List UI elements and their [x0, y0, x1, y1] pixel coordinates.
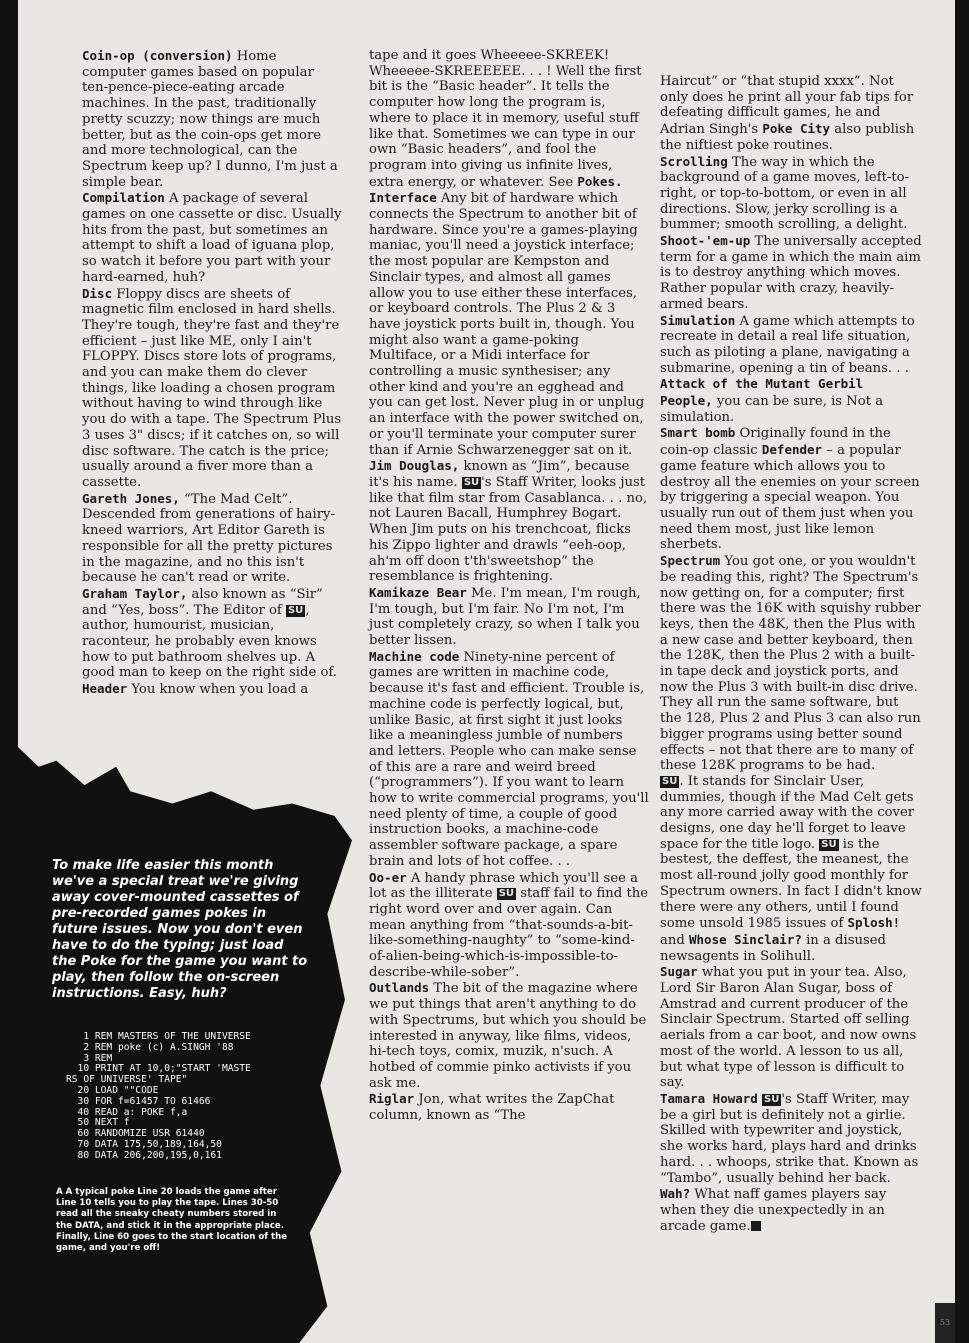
- entry-coin-op: [82, 48, 344, 190]
- entry-text: , author, humourist, musician, raconteur, he probably even knows how to put bathroom shelves up. A good man to keep on the right side of.: [82, 602, 337, 681]
- entry-oo-er: [369, 870, 649, 981]
- entry-text: 's Staff Writer, may be a girl but is definitely not a girlie. Skilled with typewriter and joystick, she works hard, plays hard and drinks hard. . . whoops, strike that. Known as “Tambo”, usually behind her back.: [660, 1092, 919, 1186]
- entry-text: Originally found in the coin-op classic: [660, 426, 891, 459]
- entry-text: . It stands for Sinclair User, dummies, though if the Mad Celt gets any more carried away with the cover designs, one day he'll forget to leave space for the title logo.: [660, 773, 915, 852]
- su-logo: SU: [662, 775, 678, 787]
- entry-compilation: [82, 190, 344, 285]
- entry-text: The bit of the magazine where we put things that aren't anything to do with Spectrums, but which you should be interested in anyway, like films, videos, hi-tech toys, comix, muzik, n'such. A hotbed of commie pinko activists if you ask me.: [369, 981, 647, 1091]
- entry-text: you can be sure, is Not a simulation.: [660, 394, 884, 425]
- entry-term: Scrolling: [660, 153, 728, 169]
- entry-text: staff fail to find the right word over and over again. Can mean anything from “that-sounds-a-bit-like-something-naughty” to “some-kind-of-alien-being-which-is-impossible-to-describe-while-sober”.: [369, 886, 649, 980]
- su-logo: SU: [821, 838, 837, 850]
- entry-term: Header: [82, 681, 128, 697]
- promo-text: To make life easier this month we've a special treat we're giving away cover-mounted cassettes of pre-recorded games pokes in future issues. Now you don't even have to do the typing; just load the Poke for the game you want to play, then follow the on-screen instructions. Easy, huh?: [52, 858, 308, 1001]
- entry-term: Interface: [369, 190, 437, 206]
- bold-ref: Pokes.: [577, 173, 623, 189]
- entry-term: Smart bomb: [660, 425, 736, 441]
- su-logo: SU: [498, 888, 515, 900]
- basic-listing: 1 REM MASTERS OF THE UNIVERSE 2 REM poke (c) A.SINGH '88 3 REM 10 PRINT AT 10,0;"START 'MASTE RS OF UNIVERSE' TAPE" 20 LOAD ""CODE 30 FOR f=61457 TO 61466 40 READ a: POKE f,a 50 NEXT f 60 RANDOMIZE USR 61440 70 DATA 175,50,189,164,50 80 DATA 206,200,195,0,161: [66, 1031, 251, 1161]
- entry-wah: [660, 1186, 922, 1234]
- entry-text: The way in which the background of a game moves, left-to-right, or top-to-bottom, or even in all directions. Slow, jerky scrolling is a bummer; smooth scrolling, a delight.: [660, 154, 910, 233]
- bold-ref: Whose Sinclair?: [689, 931, 802, 947]
- entry-term: Machine code: [369, 648, 460, 664]
- entry-term: Disc: [82, 285, 113, 301]
- entry-text: Ninety-nine percent of games are written in machine code, because it's fast and efficient. Trouble is, machine code is perfectly logical, but, unlike Basic, at first sight it just looks like a meaningless jumble of numbers and letters. People who can make sense of this are a rare and weird breed (“programmers”). If you want to learn how to write commercial programs, you'll need plenty of time, a couple of good instruction books, a machine-code assembler software package, a spare brain and lots of hot coffee. . .: [369, 649, 649, 869]
- entry-term: Compilation: [82, 190, 165, 206]
- entry-term: Oo-er: [369, 869, 407, 885]
- bold-ref: Splosh!: [847, 915, 901, 931]
- entry-machine-code: [369, 649, 649, 870]
- entry-text: A handy phrase which you'll see a lot as the illiterate: [369, 870, 638, 902]
- entry-shoot-em-up: [660, 233, 922, 313]
- entry-term: Wah?: [660, 1186, 691, 1202]
- entry-term: Graham Taylor,: [82, 585, 188, 601]
- entry-text: “The Mad Celt”. Descended from generations of hairy-kneed warriors, Art Editor Gareth is responsible for all the pretty pictures in the magazine, and no this isn't because he can't read or write.: [82, 491, 335, 586]
- entry-smart-bomb: [660, 425, 922, 553]
- entry-su: [660, 774, 922, 964]
- entry-term: Kamikaze Bear: [369, 584, 467, 600]
- entry-text: Me. I'm mean, I'm rough, I'm tough, but I'm fair. No I'm not, I'm just completely crazy, so when I talk you better lissen.: [369, 585, 641, 649]
- entry-simulation: [660, 313, 922, 426]
- entry-text: Any bit of hardware which connects the Spectrum to another bit of hardware. Since you're a games-playing maniac, you'll need a joystick interface; the most popular are Kempston and Sinclair types, and almost all games allow you to use either these interfaces, or keyboard controls. The Plus 2 & 3 have joystick ports built in, though. You might also want a game-poking Multiface, or a Midi interface for controlling a music synthesiser; any other kind and you're an egghead and you can get lost. Never plug in or unplug an interface with the power switched on, or you'll terminate your computer surer than if Arnie Schwarzenegger sat on it.: [369, 191, 645, 458]
- entry-gareth-jones: [82, 491, 344, 586]
- entry-term: Simulation: [660, 312, 736, 328]
- end-square-icon: [751, 1221, 761, 1231]
- entry-graham-taylor: [82, 586, 344, 681]
- entry-text: 's Staff Writer, looks just like that film star from Casablanca. . . no, not Lauren Bacall, Humphrey Bogart. When Jim puts on his trenchcoat, flicks his Zippo lighter and drawls “eeh-oop, ah'm off doon t'th'sweetshop” the resemblance is frightening.: [369, 474, 648, 585]
- su-logo: SU: [463, 476, 480, 488]
- column-3: [660, 74, 922, 1234]
- entry-text: A game which attempts to recreate in detail a real life situation, such as piloting a plane, navigating a submarine, opening a tin of beans. . .: [660, 313, 915, 376]
- entry-text: You got one, or you wouldn't be reading this, right? The Spectrum's now getting on, for a computer; first there was the 16K with squishy rubber keys, then the 48K, then the Plus with a new case and better keyboard, then the 128K, then the Plus 2 with a built-in tape deck and joystick ports, and now the Plus 3 with built-in disc drive. They all run the same software, but the 128, Plus 2 and Plus 3 can also run bigger programs using better sound effects – not that there are to many of these 128K programs to be had.: [660, 554, 921, 774]
- bold-ref: Attack of the Mutant Gerbil People,: [660, 376, 864, 409]
- entry-spectrum: [660, 553, 922, 774]
- entry-text: You know when you load a: [127, 682, 309, 698]
- entry-scrolling: [660, 154, 922, 234]
- entry-jim-douglas: [369, 458, 649, 585]
- entry-interface: [369, 190, 649, 458]
- su-logo: SU: [287, 604, 304, 616]
- page-number: 53: [935, 1303, 955, 1343]
- entry-text: What naff games players say when they die unexpectedly in an arcade game.: [660, 1187, 887, 1234]
- entry-text: tape and it goes Wheeeee-SKREEK! Wheeeee-SKREEEEEE. . . ! Well the first bit is the “Basic header”. It tells the computer how long the program is, where to place it in memory, useful stuff like that. Sometimes we can type in our own “Basic headers”, and fool the program into giving us infinite lives, extra energy, or whatever. See: [369, 48, 642, 190]
- entry-text: what you put in your tea. Also, Lord Sir Baron Alan Sugar, boss of Amstrad and current producer of the Sinclair Spectrum. Started off selling aerials from a car boot, and now owns most of the world. A lesson to us all, but what type of lesson is difficult to say.: [660, 965, 917, 1091]
- entry-term: Shoot-'em-up: [660, 233, 751, 249]
- entry-disc: [82, 286, 344, 491]
- page-right-edge: [955, 0, 969, 1343]
- column-1: [82, 48, 344, 698]
- entry-text: The universally accepted term for a game in which the main aim is to destroy anything which moves. Rather popular with crazy, heavily-armed bears.: [660, 234, 922, 312]
- entry-sugar: [660, 964, 922, 1091]
- entry-text: Jon, what writes the ZapChat column, known as “The: [369, 1092, 615, 1124]
- entry-outlands: [369, 980, 649, 1091]
- entry-header-continued: [369, 48, 649, 190]
- entry-term: Sugar: [660, 964, 698, 980]
- listing-caption: A A typical poke Line 20 loads the game after Line 10 tells you to play the tape. Lines 30-50 read all the sneaky cheaty numbers stored in the DATA, and stick it in the appropriate place. Finally, Line 60 goes to the start location of the game, and you're off!: [56, 1187, 288, 1254]
- entry-text: Floppy discs are sheets of magnetic film enclosed in hard shells. They're tough, they're fast and they're efficient – just like ME, only I ain't FLOPPY. Discs store lots of programs, and you can make them do clever things, like loading a chosen program without having to wind through like you do with a tape. The Spectrum Plus 3 uses 3" discs; if it catches on, so will disc software. The catch is the price; usually around a fiver more than a cassette.: [82, 286, 342, 490]
- entry-term: Outlands: [369, 980, 430, 996]
- entry-term: Coin-op (conversion): [82, 48, 233, 63]
- entry-term: Spectrum: [660, 553, 721, 569]
- entry-text: Haircut” or “that stupid xxxx”. Not only does he print all your fab tips for defeating difficult games, he and Adrian Singh's: [660, 74, 914, 138]
- entry-text: A package of several games on one cassette or disc. Usually hits from the past, but sometimes an attempt to shift a load of iguana plop, so watch it before you part with your hard-earned, huh?: [82, 191, 342, 285]
- entry-text: in a disused newsagents in Solihull.: [660, 932, 886, 964]
- bold-ref: Defender: [761, 442, 823, 458]
- entry-term: Tamara Howard: [660, 1091, 758, 1106]
- entry-text: – a popular game feature which allows you to destroy all the enemies on your screen by triggering a special weapon. You usually run out of them just when you need them most, just like lemon sherbets.: [660, 443, 920, 553]
- entry-riglar-continued: [660, 74, 922, 154]
- entry-riglar: [369, 1091, 649, 1123]
- entry-term: Gareth Jones,: [82, 490, 180, 506]
- entry-text: Home computer games based on popular ten-pence-piece-eating arcade machines. In the past, traditionally pretty scuzzy; now things are much better, but as the coin-ops get more and more technological, can the Spectrum keep up? I dunno, I'm just a simple bear.: [82, 49, 338, 190]
- entry-term: Riglar: [369, 1091, 415, 1107]
- entry-text: also known as “Sir” and “Yes, boss”. The Editor of: [82, 586, 323, 618]
- entry-text: and: [660, 932, 689, 948]
- su-logo: SU: [764, 1094, 780, 1105]
- column-2: [369, 48, 649, 1124]
- entry-text: known as “Jim”, because it's his name.: [369, 459, 630, 490]
- entry-kamikaze-bear: [369, 585, 649, 649]
- bold-ref: Poke City: [762, 121, 831, 137]
- entry-header: [82, 681, 344, 698]
- entry-text: also publish the niftiest poke routines.: [660, 122, 915, 153]
- entry-term: Jim Douglas,: [369, 458, 460, 474]
- entry-text: is the bestest, the deffest, the meanest, the most all-round jolly good monthly for Spectrum owners. In fact I didn't know there were any others, until I found some unsold 1985 issues of: [660, 836, 922, 932]
- entry-tamara-howard: [660, 1091, 922, 1186]
